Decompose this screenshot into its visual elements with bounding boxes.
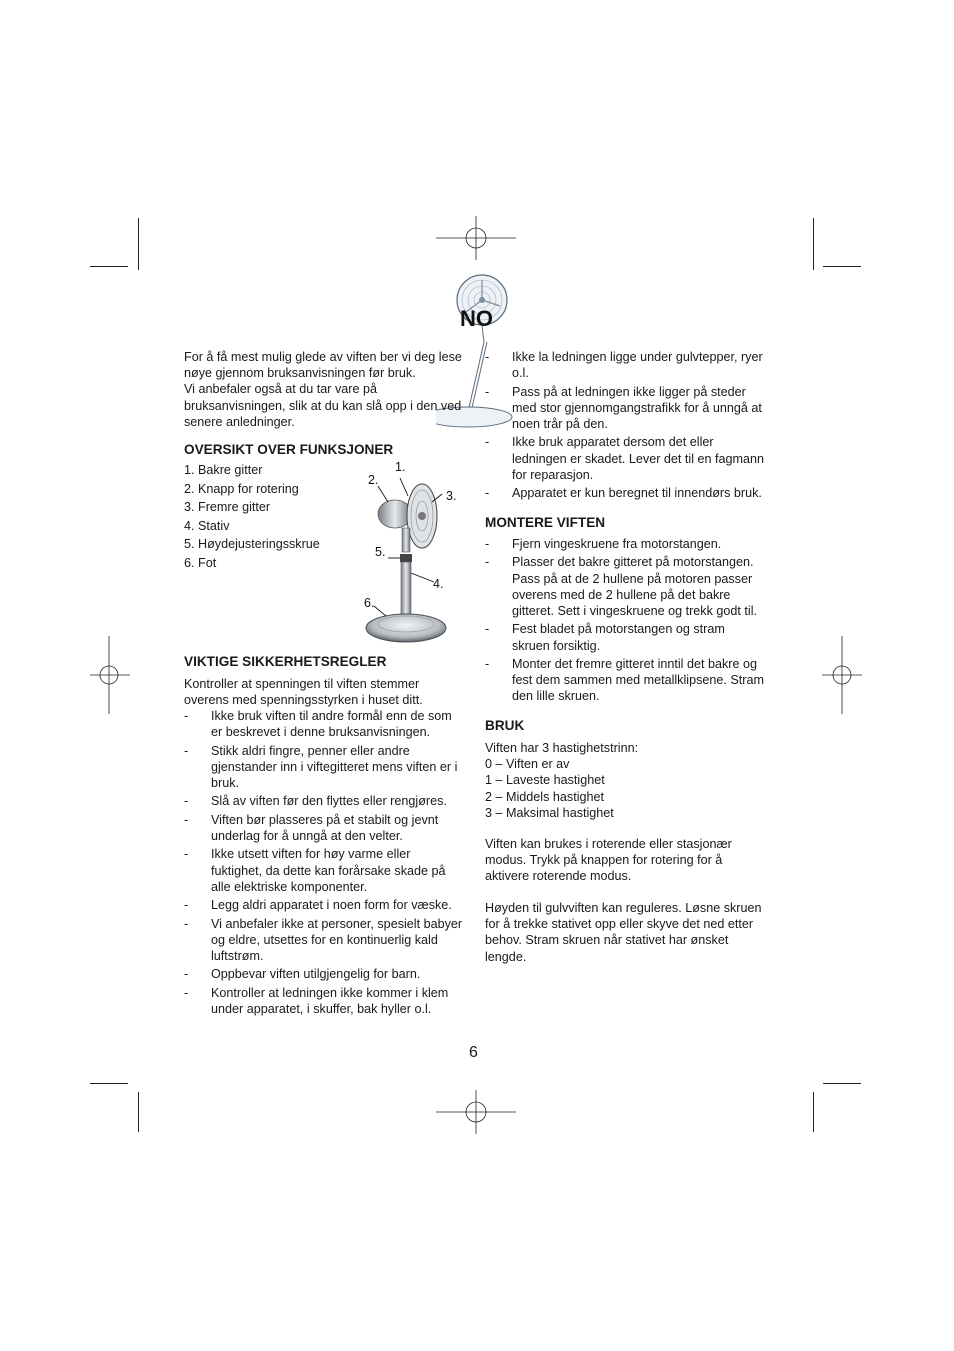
list-item	[184, 743, 474, 792]
callout-label: 3.	[446, 489, 457, 503]
list-item-line: Vi anbefaler ikke at personer, spesielt babyer	[211, 916, 463, 931]
speed-line: 2 – Middels hastighet	[485, 789, 605, 804]
dash-bullet: -	[485, 435, 490, 450]
list-item-line: Ikke bruk apparatet dersom det eller	[512, 435, 714, 450]
list-item	[184, 897, 474, 913]
list-item-line: den lille skruen.	[512, 689, 600, 704]
intro-paragraph	[184, 349, 469, 430]
list-item-line: Pass på at de 2 hullene på motoren passer	[512, 571, 753, 586]
dash-bullet: -	[485, 537, 490, 551]
list-item-line: skruen forsiktig.	[512, 638, 601, 653]
speed-line: 1 – Laveste hastighet	[485, 773, 605, 788]
intro-line: For å få mest mulig glede av viften ber vi deg lese	[184, 350, 462, 364]
safety-list-continued	[485, 349, 775, 504]
list-item	[184, 966, 474, 982]
callout-label: 2.	[368, 473, 379, 487]
list-item-line: med stor gjennomgangstrafikk for å unngå at	[512, 400, 762, 415]
dash-bullet: -	[485, 350, 490, 364]
list-item	[184, 985, 474, 1017]
list-item-line: luftstrøm.	[211, 948, 264, 963]
crop-mark	[813, 218, 814, 270]
intro-line: bruksanvisningen, slik at du kan slå opp i den ved	[184, 398, 462, 413]
list-item	[485, 621, 775, 653]
rotation-line: Viften kan brukes i roterende eller stasjonær	[485, 837, 732, 851]
assembly-list	[485, 536, 775, 707]
height-line: lengde.	[485, 949, 527, 964]
height-line: Høyden til gulvviften kan reguleres. Løsne skruen	[485, 901, 762, 915]
crop-mark	[823, 1083, 861, 1084]
safety-list	[184, 708, 474, 1019]
list-item	[485, 485, 775, 501]
dash-bullet: -	[184, 847, 189, 862]
callout-label: 1.	[395, 460, 406, 474]
list-item: 4. Stativ	[184, 518, 230, 533]
speed-levels	[485, 740, 775, 821]
list-item-line: Fjern vingeskruene fra motorstangen.	[512, 537, 722, 551]
list-item-line: Ikke utsett viften for høy varme eller	[211, 847, 411, 862]
list-item-line: gitteret. Sett i vingeskruene og trekk godt til.	[512, 604, 758, 618]
list-item	[184, 916, 474, 965]
list-item-line: Plasser det bakre gitteret på motorstangen.	[512, 555, 754, 570]
list-item	[485, 384, 775, 433]
list-item-line: Viften bør plasseres på et stabilt og jevnt	[211, 812, 439, 827]
dash-bullet: -	[485, 656, 490, 671]
speed-line: 3 – Maksimal hastighet	[485, 805, 614, 820]
list-item	[184, 812, 474, 844]
list-item-line: bruk.	[211, 776, 239, 790]
callout-label: 5.	[375, 545, 386, 559]
list-item: 2. Knapp for rotering	[184, 481, 299, 496]
registration-mark-icon	[90, 636, 130, 714]
list-item-line: Fest bladet på motorstangen og stram	[512, 622, 725, 637]
dash-bullet: -	[485, 555, 490, 570]
crop-mark	[138, 1092, 139, 1132]
list-item-line: underlag for å unngå at den velter.	[211, 828, 403, 843]
intro-line: senere anledninger.	[184, 414, 295, 429]
dash-bullet: -	[485, 384, 490, 399]
list-item-line: Ikke bruk viften til andre formål enn de som	[211, 709, 452, 723]
rotation-line: modus. Trykk på knappen for rotering for å	[485, 853, 723, 868]
dash-bullet: -	[485, 486, 490, 501]
safety-intro-line: Kontroller at spenningen til viften stemmer	[184, 677, 420, 691]
list-item: 6. Fot	[184, 555, 217, 570]
crop-mark	[823, 266, 861, 267]
intro-line: Vi anbefaler også at du tar vare på	[184, 382, 378, 397]
list-item-line: Stikk aldri fingre, penner eller andre	[211, 743, 410, 758]
list-item	[485, 434, 775, 483]
list-item: 5. Høydejusteringsskrue	[184, 537, 320, 551]
list-item-line: Oppbevar viften utilgjengelig for barn.	[211, 967, 421, 982]
height-line: for å trekke stativet opp eller skyve det ned etter	[485, 917, 754, 932]
list-item-line: o.l.	[512, 366, 529, 381]
list-item: 3. Fremre gitter	[184, 500, 271, 514]
list-item	[184, 846, 474, 895]
language-code: NO	[460, 306, 493, 331]
list-item	[485, 554, 775, 619]
dash-bullet: -	[184, 812, 189, 827]
list-item-line: under apparatet, i skuffer, bak hyller o.l.	[211, 1001, 432, 1016]
list-item-line: og eldre, utsettes for en kontinuerlig kald	[211, 932, 438, 947]
page-number: 6	[469, 1044, 478, 1061]
crop-mark	[90, 266, 128, 267]
intro-line: nøye gjennom bruksanvisningen før bruk.	[184, 366, 416, 381]
crop-mark	[138, 218, 139, 270]
assembly-heading: MONTERE VIFTEN	[485, 515, 606, 530]
usage-heading: BRUK	[485, 718, 525, 733]
list-item: 1. Bakre gitter	[184, 463, 263, 477]
crop-mark	[813, 1092, 814, 1132]
registration-mark-icon	[436, 216, 516, 260]
list-item-line: Ikke la ledningen ligge under gulvtepper, ryer	[512, 350, 763, 364]
dash-bullet: -	[184, 985, 189, 1000]
height-paragraph	[485, 900, 775, 965]
rotation-line: aktivere roterende modus.	[485, 869, 632, 884]
list-item	[184, 708, 474, 740]
list-item-line: Legg aldri apparatet i noen form for væske.	[211, 898, 452, 913]
rotation-paragraph	[485, 836, 775, 885]
list-item-line: Apparatet er kun beregnet til innendørs bruk.	[512, 486, 762, 501]
overview-list	[184, 461, 320, 572]
callout-label: 6.	[364, 596, 375, 610]
dash-bullet: -	[184, 709, 189, 723]
list-item-line: Slå av viften før den flyttes eller rengjøres.	[211, 794, 447, 809]
list-item	[485, 536, 775, 552]
safety-intro	[184, 676, 469, 708]
dash-bullet: -	[485, 622, 490, 637]
dash-bullet: -	[184, 794, 189, 809]
list-item-line: for reparasjon.	[512, 467, 594, 482]
safety-intro-line: overens med spenningsstyrken i huset ditt.	[184, 693, 423, 708]
list-item	[485, 656, 775, 705]
list-item-line: gjenstander inn i viftegitteret mens viften er i	[211, 759, 458, 774]
list-item-line: fuktighet, da dette kan forårsake skade på	[211, 863, 446, 878]
list-item-line: Kontroller at ledningen ikke kommer i klem	[211, 985, 449, 1000]
list-item-line: er beskrevet i denne bruksanvisningen.	[211, 725, 431, 740]
overview-heading: OVERSIKT OVER FUNKSJONER	[184, 442, 394, 457]
list-item-line: fest dem sammen med metallklipsene. Stram	[512, 673, 764, 688]
list-item-line: ledningen er skadet. Lever det til en fagmann	[512, 451, 765, 466]
list-item	[485, 349, 775, 381]
dash-bullet: -	[184, 898, 189, 913]
height-line: behov. Stram skruen når stativet har ønsket	[485, 933, 729, 948]
list-item-line: noen trår på den.	[512, 417, 608, 431]
speed-line: 0 – Viften er av	[485, 757, 570, 772]
list-item-line: Monter det fremre gitteret inntil det bakre og	[512, 656, 758, 671]
list-item-line: overens med de 2 hullene på det bakre	[512, 587, 731, 602]
crop-mark	[90, 1083, 128, 1084]
dash-bullet: -	[184, 967, 189, 982]
registration-mark-icon	[822, 636, 862, 714]
callout-label: 4.	[433, 577, 444, 591]
safety-heading: VIKTIGE SIKKERHETSREGLER	[184, 654, 387, 669]
list-item	[184, 793, 474, 809]
speed-line: Viften har 3 hastighetstrinn:	[485, 741, 639, 755]
list-item-line: alle elektriske komponenter.	[211, 879, 368, 894]
list-item-line: Pass på at ledningen ikke ligger på steder	[512, 384, 746, 399]
dash-bullet: -	[184, 743, 189, 758]
registration-mark-icon	[436, 1090, 516, 1134]
dash-bullet: -	[184, 916, 189, 931]
